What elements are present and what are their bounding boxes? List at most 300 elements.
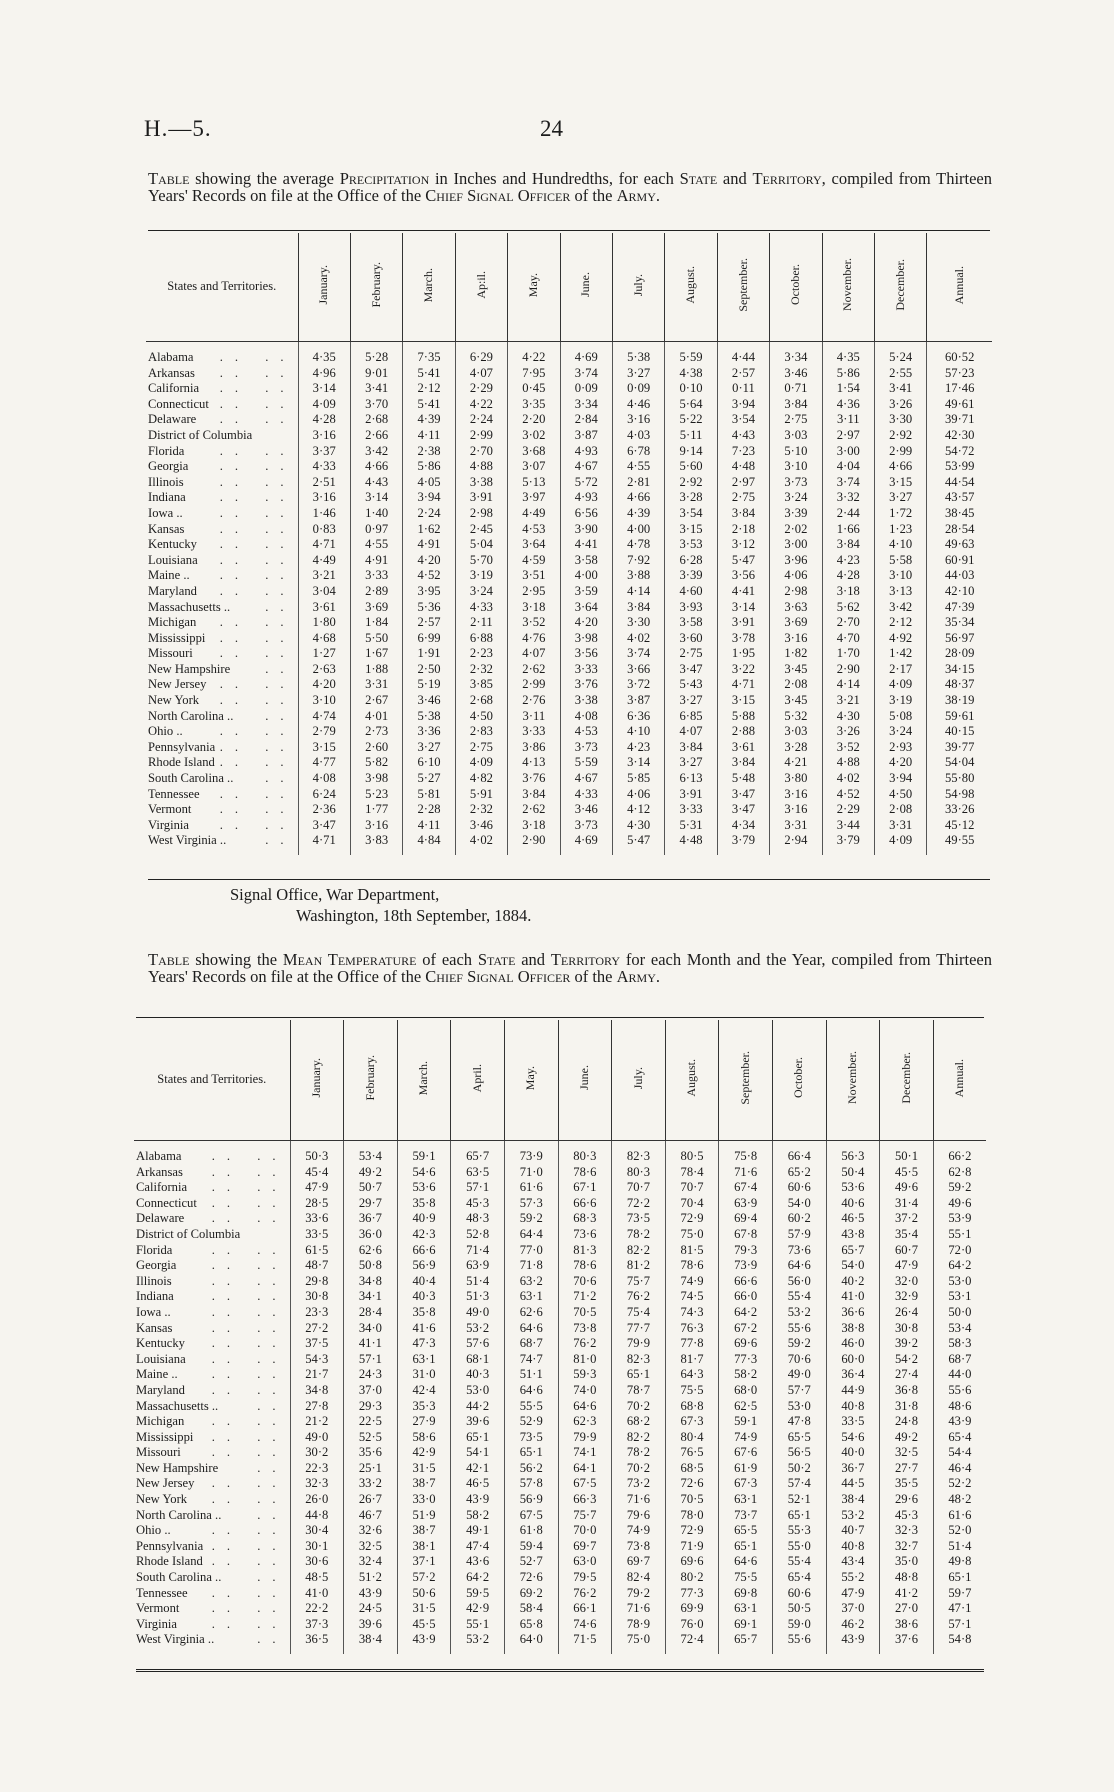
value-cell: 55·5 — [504, 1399, 558, 1415]
value-cell: 46·5 — [451, 1476, 505, 1492]
value-cell: 60·0 — [826, 1352, 880, 1368]
value-cell: 4·28 — [298, 412, 350, 428]
value-cell: 3·45 — [770, 662, 822, 678]
value-cell: 3·69 — [770, 615, 822, 631]
value-cell: 55·4 — [772, 1554, 826, 1570]
value-cell: 82·2 — [612, 1243, 666, 1259]
value-cell: 35·5 — [880, 1476, 934, 1492]
title-fragment: Precipitation — [339, 169, 430, 188]
value-cell: 2·75 — [665, 646, 717, 662]
table-row — [134, 1617, 986, 1633]
leader-dots: .. .. — [219, 568, 296, 583]
value-cell: 76·3 — [665, 1321, 719, 1337]
value-cell: 2·75 — [770, 412, 822, 428]
state-name: South Carolina .. — [148, 771, 234, 786]
state-name: New Hampshire — [136, 1460, 219, 1475]
leader-dots: .. — [257, 1460, 288, 1475]
column-header-label: November. — [840, 258, 855, 312]
value-cell: 3·52 — [822, 740, 874, 756]
table-row — [134, 1414, 986, 1430]
value-cell: 32·7 — [880, 1539, 934, 1555]
value-cell: 2·99 — [874, 444, 926, 460]
column-header-label: January. — [316, 264, 331, 305]
value-cell: 55·2 — [826, 1570, 880, 1586]
table-row — [134, 1149, 986, 1165]
state-name: New Hampshire — [148, 661, 231, 676]
value-cell: 2·57 — [403, 615, 455, 631]
value-cell: 65·4 — [772, 1570, 826, 1586]
value-cell: 65·1 — [612, 1367, 666, 1383]
state-name: Illinois — [136, 1273, 172, 1288]
leader-dots: .. .. — [219, 646, 296, 661]
value-cell: 3·56 — [717, 568, 769, 584]
column-header-label: September. — [735, 257, 750, 312]
value-cell: 3·04 — [298, 584, 350, 600]
value-cell: 42·9 — [397, 1445, 451, 1461]
table-row — [134, 1492, 986, 1508]
table-row — [134, 1399, 986, 1415]
value-cell: 52·7 — [504, 1554, 558, 1570]
state-name: Arkansas — [136, 1164, 183, 1179]
value-cell: 54·72 — [927, 444, 992, 460]
value-cell: 28·09 — [927, 646, 992, 662]
value-cell: 67·3 — [665, 1414, 719, 1430]
value-cell: 59·1 — [719, 1414, 773, 1430]
value-cell: 5·11 — [665, 428, 717, 444]
state-name: Indiana — [136, 1289, 174, 1304]
value-cell: 4·69 — [560, 350, 612, 366]
column-header-label: March. — [416, 1060, 431, 1095]
leader-dots: .. .. — [211, 1180, 288, 1195]
value-cell: 3·21 — [822, 693, 874, 709]
value-cell: 4·88 — [822, 755, 874, 771]
value-cell: 4·59 — [508, 553, 560, 569]
value-cell: 2·12 — [403, 381, 455, 397]
value-cell: 32·3 — [290, 1476, 344, 1492]
state-name: Indiana — [148, 490, 186, 505]
value-cell: 4·35 — [298, 350, 350, 366]
value-cell: 4·48 — [665, 833, 717, 849]
value-cell: 5·70 — [455, 553, 507, 569]
state-cell — [134, 1336, 290, 1352]
value-cell: 1·23 — [874, 522, 926, 538]
value-cell: 3·66 — [612, 662, 664, 678]
value-cell: 69·4 — [719, 1211, 773, 1227]
table-row — [134, 1258, 986, 1274]
leader-dots: .. .. — [219, 474, 296, 489]
value-cell: 3·16 — [298, 428, 350, 444]
value-cell: 4·23 — [822, 553, 874, 569]
value-cell: 61·5 — [290, 1243, 344, 1259]
value-cell: 4·92 — [874, 631, 926, 647]
value-cell: 3·83 — [350, 833, 402, 849]
value-cell: 1·54 — [822, 381, 874, 397]
value-cell: 3·52 — [508, 615, 560, 631]
state-name: California — [148, 381, 200, 396]
value-cell: 3·16 — [770, 631, 822, 647]
value-cell: 40·4 — [397, 1274, 451, 1290]
value-cell: 2·17 — [874, 662, 926, 678]
value-cell: 40·2 — [826, 1274, 880, 1290]
value-cell: 80·5 — [665, 1149, 719, 1165]
value-cell: 71·4 — [451, 1243, 505, 1259]
value-cell: 4·50 — [874, 787, 926, 803]
value-cell: 45·3 — [451, 1196, 505, 1212]
value-cell: 27·9 — [397, 1414, 451, 1430]
value-cell: 21·2 — [290, 1414, 344, 1430]
title-fragment: and — [717, 169, 753, 188]
state-cell — [134, 1165, 290, 1181]
value-cell: 2·68 — [455, 693, 507, 709]
value-cell: 3·60 — [665, 631, 717, 647]
value-cell: 77·3 — [719, 1352, 773, 1368]
value-cell: 3·47 — [717, 802, 769, 818]
column-header — [665, 1020, 719, 1141]
value-cell: 59·0 — [772, 1617, 826, 1633]
state-cell — [134, 1570, 290, 1586]
value-cell: 58·2 — [451, 1508, 505, 1524]
value-cell: 3·38 — [560, 693, 612, 709]
value-cell: 64·2 — [451, 1570, 505, 1586]
value-cell: 3·98 — [350, 771, 402, 787]
state-cell — [146, 709, 298, 725]
value-cell: 58·2 — [719, 1367, 773, 1383]
value-cell: 47·1 — [933, 1601, 986, 1617]
value-cell: 73·2 — [612, 1476, 666, 1492]
value-cell: 59·2 — [933, 1180, 986, 1196]
value-cell: 37·6 — [880, 1632, 934, 1648]
table-row — [134, 1554, 986, 1570]
value-cell: 49·63 — [927, 537, 992, 553]
value-cell: 2·20 — [508, 412, 560, 428]
leader-dots: .. .. — [219, 677, 296, 692]
value-cell: 5·43 — [665, 677, 717, 693]
title-fragment: Chief Signal Officer — [425, 967, 571, 986]
value-cell: 76·2 — [558, 1586, 612, 1602]
value-cell: 6·13 — [665, 771, 717, 787]
value-cell: 49·0 — [451, 1305, 505, 1321]
value-cell: 47·9 — [826, 1586, 880, 1602]
header-row — [134, 1020, 986, 1141]
value-cell: 61·8 — [504, 1523, 558, 1539]
value-cell: 54·1 — [451, 1445, 505, 1461]
value-cell: 81·5 — [665, 1243, 719, 1259]
table-row — [146, 568, 992, 584]
value-cell: 33·26 — [927, 802, 992, 818]
value-cell: 4·43 — [717, 428, 769, 444]
value-cell: 1·46 — [298, 506, 350, 522]
value-cell: 3·36 — [403, 724, 455, 740]
value-cell: 4·28 — [822, 568, 874, 584]
value-cell: 73·8 — [612, 1539, 666, 1555]
value-cell: 0·10 — [665, 381, 717, 397]
leader-dots: .. .. — [211, 1523, 288, 1538]
value-cell: 53·2 — [451, 1632, 505, 1648]
value-cell: 41·0 — [290, 1586, 344, 1602]
value-cell: 5·81 — [403, 787, 455, 803]
value-cell: 32·5 — [880, 1445, 934, 1461]
value-cell: 5·36 — [403, 600, 455, 616]
value-cell: 62·5 — [719, 1399, 773, 1415]
value-cell: 53·99 — [927, 459, 992, 475]
value-cell: 74·9 — [612, 1523, 666, 1539]
value-cell: 72·9 — [665, 1523, 719, 1539]
column-header — [451, 1020, 505, 1141]
value-cell: 29·6 — [880, 1492, 934, 1508]
value-cell: 4·22 — [508, 350, 560, 366]
value-cell: 51·1 — [504, 1367, 558, 1383]
value-cell: 4·71 — [298, 833, 350, 849]
column-header-label: July. — [630, 1066, 645, 1089]
value-cell: 67·3 — [719, 1476, 773, 1492]
value-cell: 5·22 — [665, 412, 717, 428]
table-row — [146, 631, 992, 647]
value-cell: 26·4 — [880, 1305, 934, 1321]
state-name: Ohio .. — [148, 724, 183, 739]
table-row — [146, 350, 992, 366]
leader-dots: .. — [265, 771, 296, 786]
value-cell: 78·0 — [665, 1508, 719, 1524]
value-cell: 70·2 — [612, 1399, 666, 1415]
value-cell: 71·6 — [612, 1601, 666, 1617]
state-name: Arkansas — [148, 365, 195, 380]
table-row — [134, 1523, 986, 1539]
value-cell: 27·2 — [290, 1321, 344, 1337]
value-cell: 4·48 — [717, 459, 769, 475]
value-cell: 49·0 — [772, 1367, 826, 1383]
value-cell: 43·9 — [451, 1492, 505, 1508]
value-cell: 59·61 — [927, 709, 992, 725]
value-cell: 65·2 — [772, 1165, 826, 1181]
state-cell — [134, 1508, 290, 1524]
title-fragment: showing the average — [189, 169, 340, 188]
value-cell: 70·7 — [612, 1180, 666, 1196]
value-cell: 3·91 — [665, 787, 717, 803]
value-cell: 31·0 — [397, 1367, 451, 1383]
value-cell: 44·03 — [927, 568, 992, 584]
value-cell: 4·00 — [560, 568, 612, 584]
value-cell: 72·6 — [504, 1570, 558, 1586]
leader-dots: .. .. — [219, 693, 296, 708]
state-cell — [146, 771, 298, 787]
state-cell — [134, 1445, 290, 1461]
value-cell: 4·67 — [560, 771, 612, 787]
state-cell — [134, 1289, 290, 1305]
value-cell: 43·9 — [826, 1632, 880, 1648]
state-cell — [146, 428, 298, 444]
value-cell: 2·99 — [455, 428, 507, 444]
value-cell: 64·1 — [558, 1461, 612, 1477]
leader-dots: .. .. — [219, 786, 296, 801]
value-cell: 55·0 — [772, 1539, 826, 1555]
value-cell: 2·76 — [508, 693, 560, 709]
value-cell: 35·34 — [927, 615, 992, 631]
value-cell: 57·1 — [344, 1352, 398, 1368]
value-cell: 1·67 — [350, 646, 402, 662]
value-cell: 38·4 — [344, 1632, 398, 1648]
value-cell: 2·44 — [822, 506, 874, 522]
value-cell: 22·3 — [290, 1461, 344, 1477]
value-cell: 47·9 — [290, 1180, 344, 1196]
value-cell: 45·5 — [880, 1165, 934, 1181]
value-cell: 4·52 — [822, 787, 874, 803]
state-name: Vermont — [148, 802, 192, 817]
value-cell: 4·46 — [612, 397, 664, 413]
table-row — [134, 1352, 986, 1368]
state-cell — [146, 459, 298, 475]
state-cell — [146, 615, 298, 631]
state-cell — [134, 1243, 290, 1259]
value-cell: 5·62 — [822, 600, 874, 616]
value-cell: 74·5 — [665, 1289, 719, 1305]
value-cell: 32·5 — [344, 1539, 398, 1555]
column-header — [290, 1020, 344, 1141]
leader-dots: .. .. — [211, 1476, 288, 1491]
state-name: Ohio .. — [136, 1523, 171, 1538]
value-cell: 2·23 — [455, 646, 507, 662]
value-cell: 3·12 — [717, 537, 769, 553]
table-row — [146, 459, 992, 475]
value-cell: 3·86 — [508, 740, 560, 756]
value-cell: 35·3 — [397, 1399, 451, 1415]
table-row — [134, 1227, 986, 1243]
value-cell: 74·9 — [665, 1274, 719, 1290]
value-cell: 3·97 — [508, 490, 560, 506]
value-cell: 31·5 — [397, 1461, 451, 1477]
value-cell: 3·30 — [612, 615, 664, 631]
state-cell — [134, 1305, 290, 1321]
state-name: Delaware — [136, 1211, 185, 1226]
value-cell: 45·4 — [290, 1165, 344, 1181]
value-cell: 1·40 — [350, 506, 402, 522]
value-cell: 64·2 — [719, 1305, 773, 1321]
value-cell: 4·07 — [455, 366, 507, 382]
precipitation-table — [146, 233, 992, 855]
value-cell: 73·6 — [772, 1243, 826, 1259]
value-cell: 1·72 — [874, 506, 926, 522]
value-cell: 3·91 — [455, 490, 507, 506]
state-cell — [146, 537, 298, 553]
state-name: West Virginia .. — [148, 833, 227, 848]
column-header-label: May. — [526, 272, 541, 297]
value-cell: 5·41 — [403, 397, 455, 413]
leader-dots: .. .. — [219, 459, 296, 474]
value-cell: 44·0 — [933, 1367, 986, 1383]
table-row — [134, 1445, 986, 1461]
state-name: West Virginia .. — [136, 1632, 215, 1647]
state-cell — [134, 1258, 290, 1274]
value-cell: 3·74 — [822, 475, 874, 491]
value-cell: 4·38 — [665, 366, 717, 382]
value-cell: 32·4 — [344, 1554, 398, 1570]
state-cell — [146, 506, 298, 522]
state-name: New York — [136, 1492, 188, 1507]
value-cell: 65·1 — [504, 1445, 558, 1461]
value-cell: 2·11 — [455, 615, 507, 631]
value-cell: 4·96 — [298, 366, 350, 382]
value-cell: 4·91 — [350, 553, 402, 569]
value-cell: 3·14 — [717, 600, 769, 616]
value-cell: 3·54 — [665, 506, 717, 522]
value-cell: 62·6 — [344, 1243, 398, 1259]
value-cell: 44·9 — [826, 1383, 880, 1399]
value-cell: 2·45 — [455, 522, 507, 538]
value-cell: 65·7 — [451, 1149, 505, 1165]
column-header-label: October. — [791, 1057, 806, 1099]
value-cell: 43·9 — [344, 1586, 398, 1602]
column-header — [558, 1020, 612, 1141]
value-cell: 2·24 — [403, 506, 455, 522]
leader-dots: .. .. — [211, 1554, 288, 1569]
title-fragment: Mean Temperature — [282, 950, 417, 969]
value-cell: 81·0 — [558, 1352, 612, 1368]
leader-dots: .. .. — [211, 1164, 288, 1179]
value-cell: 23·3 — [290, 1305, 344, 1321]
value-cell: 55·1 — [451, 1617, 505, 1633]
value-cell: 31·5 — [397, 1601, 451, 1617]
table-row — [146, 381, 992, 397]
value-cell: 3·47 — [665, 662, 717, 678]
value-cell: 1·66 — [822, 522, 874, 538]
column-header — [403, 233, 455, 342]
value-cell: 42·10 — [927, 584, 992, 600]
value-cell: 4·07 — [508, 646, 560, 662]
value-cell: 31·8 — [880, 1399, 934, 1415]
value-cell: 2·12 — [874, 615, 926, 631]
value-cell: 5·50 — [350, 631, 402, 647]
value-cell: 7·92 — [612, 553, 664, 569]
table-row — [146, 818, 992, 834]
value-cell: 3·02 — [508, 428, 560, 444]
value-cell: 2·02 — [770, 522, 822, 538]
state-name: Maine .. — [148, 568, 190, 583]
value-cell: 5·72 — [560, 475, 612, 491]
value-cell: 43·4 — [826, 1554, 880, 1570]
value-cell: 53·6 — [397, 1180, 451, 1196]
table-row — [146, 740, 992, 756]
column-header-label: June. — [578, 272, 593, 298]
table-row — [134, 1601, 986, 1617]
value-cell: 3·18 — [508, 818, 560, 834]
value-cell: 59·1 — [397, 1149, 451, 1165]
value-cell: 4·68 — [298, 631, 350, 647]
value-cell: 76·0 — [665, 1617, 719, 1633]
value-cell: 35·8 — [397, 1196, 451, 1212]
state-cell — [146, 522, 298, 538]
value-cell: 4·09 — [874, 677, 926, 693]
value-cell: 4·08 — [298, 771, 350, 787]
value-cell: 4·02 — [612, 631, 664, 647]
value-cell: 82·3 — [612, 1352, 666, 1368]
value-cell: 3·80 — [770, 771, 822, 787]
value-cell: 61·6 — [933, 1508, 986, 1524]
state-cell — [146, 490, 298, 506]
value-cell: 39·6 — [451, 1414, 505, 1430]
value-cell: 65·5 — [719, 1523, 773, 1539]
value-cell: 4·10 — [612, 724, 664, 740]
value-cell: 48·7 — [290, 1258, 344, 1274]
state-name: Massachusetts .. — [136, 1398, 219, 1413]
state-cell — [146, 397, 298, 413]
value-cell: 53·2 — [772, 1305, 826, 1321]
value-cell: 71·5 — [558, 1632, 612, 1648]
value-cell: 5·91 — [455, 787, 507, 803]
state-cell — [146, 646, 298, 662]
value-cell: 76·2 — [558, 1336, 612, 1352]
value-cell: 57·3 — [504, 1196, 558, 1212]
value-cell: 3·44 — [822, 818, 874, 834]
leader-dots: .. .. — [219, 396, 296, 411]
